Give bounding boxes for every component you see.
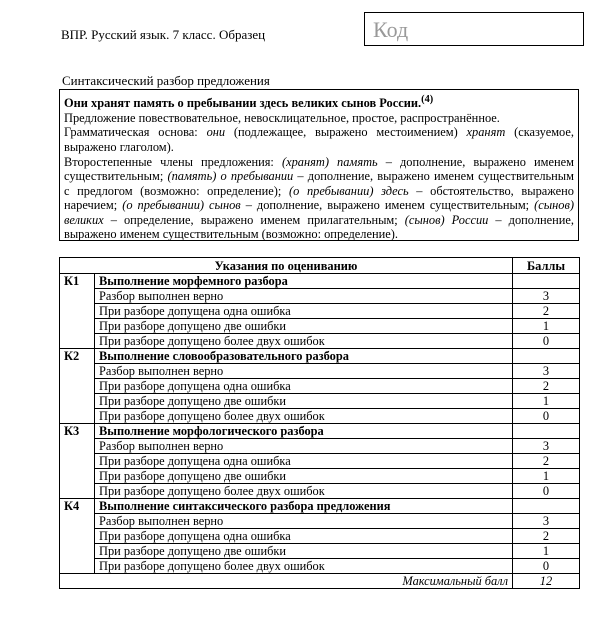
secondary-italic: (хранят) память bbox=[281, 154, 378, 169]
grammar-basis-text: (подлежащее, выражено местоимением) bbox=[225, 125, 467, 140]
table-row bbox=[60, 334, 580, 349]
table-row bbox=[60, 454, 580, 469]
max-score-label: Максимальный балл bbox=[60, 574, 513, 589]
row-points: 2 bbox=[513, 379, 580, 394]
table-row bbox=[60, 469, 580, 484]
row-points: 1 bbox=[513, 544, 580, 559]
row-description: При разборе допущено две ошибки bbox=[95, 544, 513, 559]
criterion-row bbox=[60, 349, 580, 364]
grammar-basis bbox=[64, 125, 574, 154]
criterion-points-empty bbox=[513, 424, 580, 439]
secondary-members bbox=[64, 155, 574, 243]
grading-table bbox=[59, 257, 580, 589]
grading-body bbox=[60, 274, 580, 574]
grammar-basis-text: (сказуемое, выражено глаголом). bbox=[64, 125, 575, 154]
row-points: 0 bbox=[513, 559, 580, 574]
table-row bbox=[60, 409, 580, 424]
row-points: 1 bbox=[513, 394, 580, 409]
table-row bbox=[60, 319, 580, 334]
row-description: При разборе допущена одна ошибка bbox=[95, 304, 513, 319]
grammar-basis-italic: хранят bbox=[466, 125, 506, 140]
row-description: При разборе допущена одна ошибка bbox=[95, 529, 513, 544]
criterion-points-empty bbox=[513, 274, 580, 289]
secondary-text: – обстоятельство, выражено наречием; bbox=[64, 183, 574, 213]
row-description: Разбор выполнен верно bbox=[95, 289, 513, 304]
row-points: 3 bbox=[513, 289, 580, 304]
criterion-title: Выполнение синтаксического разбора предложения bbox=[95, 499, 513, 514]
row-description: При разборе допущено две ошибки bbox=[95, 469, 513, 484]
criterion-code: К4 bbox=[60, 499, 95, 574]
table-row bbox=[60, 394, 580, 409]
table-row bbox=[60, 289, 580, 304]
row-points: 0 bbox=[513, 334, 580, 349]
secondary-italic: (сынов) России bbox=[404, 212, 489, 227]
table-row bbox=[60, 379, 580, 394]
page-header-title: ВПР. Русский язык. 7 класс. Образец bbox=[61, 27, 266, 42]
table-row bbox=[60, 544, 580, 559]
criterion-row bbox=[60, 274, 580, 289]
sentence-mark: (4) bbox=[421, 94, 434, 105]
row-description: Разбор выполнен верно bbox=[95, 364, 513, 379]
row-points: 2 bbox=[513, 529, 580, 544]
row-description: При разборе допущено более двух ошибок bbox=[95, 484, 513, 499]
criterion-row bbox=[60, 424, 580, 439]
row-description: При разборе допущено две ошибки bbox=[95, 319, 513, 334]
table-row bbox=[60, 559, 580, 574]
secondary-italic: (о пребывании) здесь bbox=[289, 183, 409, 198]
grammar-basis-text: Грамматическая основа: bbox=[64, 125, 207, 140]
criterion-title: Выполнение морфемного разбора bbox=[95, 274, 513, 289]
row-points: 0 bbox=[513, 484, 580, 499]
row-points: 3 bbox=[513, 514, 580, 529]
criterion-code: К3 bbox=[60, 424, 95, 499]
row-description: При разборе допущено две ошибки bbox=[95, 394, 513, 409]
row-points: 1 bbox=[513, 319, 580, 334]
row-description: При разборе допущено более двух ошибок bbox=[95, 409, 513, 424]
grading-header-row bbox=[60, 258, 580, 274]
row-description: При разборе допущена одна ошибка bbox=[95, 379, 513, 394]
secondary-text: – дополнение, выражено именем существительным с предлогом (возможно: определение); bbox=[64, 169, 574, 198]
secondary-text: – дополнение, выражено именем существительным (возможно: определение). bbox=[64, 212, 574, 242]
header-points: Баллы bbox=[513, 258, 580, 274]
criterion-points-empty bbox=[513, 499, 580, 514]
criterion-points-empty bbox=[513, 349, 580, 364]
criterion-code: К2 bbox=[60, 349, 95, 424]
grammar-basis-italic: они bbox=[206, 125, 226, 140]
row-description: Разбор выполнен верно bbox=[95, 514, 513, 529]
row-description: При разборе допущено более двух ошибок bbox=[95, 334, 513, 349]
section-title: Синтаксический разбор предложения bbox=[62, 73, 270, 88]
sentence-type: Предложение повествовательное, невосклицательное, простое, распространённое. bbox=[64, 110, 500, 125]
criterion-code: К1 bbox=[60, 274, 95, 349]
secondary-text: – дополнение, выражено именем существительным; bbox=[64, 154, 574, 184]
code-field[interactable]: Код bbox=[364, 12, 584, 46]
max-score-row bbox=[60, 574, 580, 589]
table-row bbox=[60, 439, 580, 454]
secondary-italic: (память) о пребывании bbox=[167, 169, 294, 184]
row-description: Разбор выполнен верно bbox=[95, 439, 513, 454]
header-instructions: Указания по оцениванию bbox=[60, 258, 513, 274]
row-description: При разборе допущена одна ошибка bbox=[95, 454, 513, 469]
secondary-italic: (о пребывании) сынов bbox=[122, 198, 241, 213]
row-description: При разборе допущено более двух ошибок bbox=[95, 559, 513, 574]
analysis-box bbox=[59, 89, 579, 241]
criterion-title: Выполнение словообразовательного разбора bbox=[95, 349, 513, 364]
secondary-text: – определение, выражено именем прилагательным; bbox=[103, 212, 405, 227]
criterion-row bbox=[60, 499, 580, 514]
secondary-text: – дополнение, выражено именем существительным; bbox=[240, 198, 535, 213]
secondary-text: Второстепенные члены предложения: bbox=[64, 154, 282, 169]
table-row bbox=[60, 484, 580, 499]
row-points: 3 bbox=[513, 364, 580, 379]
table-row bbox=[60, 529, 580, 544]
sentence-text: Они хранят память о пребывании здесь великих сынов России. bbox=[64, 96, 422, 111]
row-points: 3 bbox=[513, 439, 580, 454]
table-row bbox=[60, 514, 580, 529]
table-row bbox=[60, 364, 580, 379]
row-points: 2 bbox=[513, 454, 580, 469]
secondary-italic: (сынов) великих bbox=[64, 198, 574, 227]
max-score-value: 12 bbox=[513, 574, 580, 589]
criterion-title: Выполнение морфологического разбора bbox=[95, 424, 513, 439]
row-points: 0 bbox=[513, 409, 580, 424]
table-row bbox=[60, 304, 580, 319]
row-points: 2 bbox=[513, 304, 580, 319]
analysis-sentence bbox=[64, 93, 574, 111]
row-points: 1 bbox=[513, 469, 580, 484]
